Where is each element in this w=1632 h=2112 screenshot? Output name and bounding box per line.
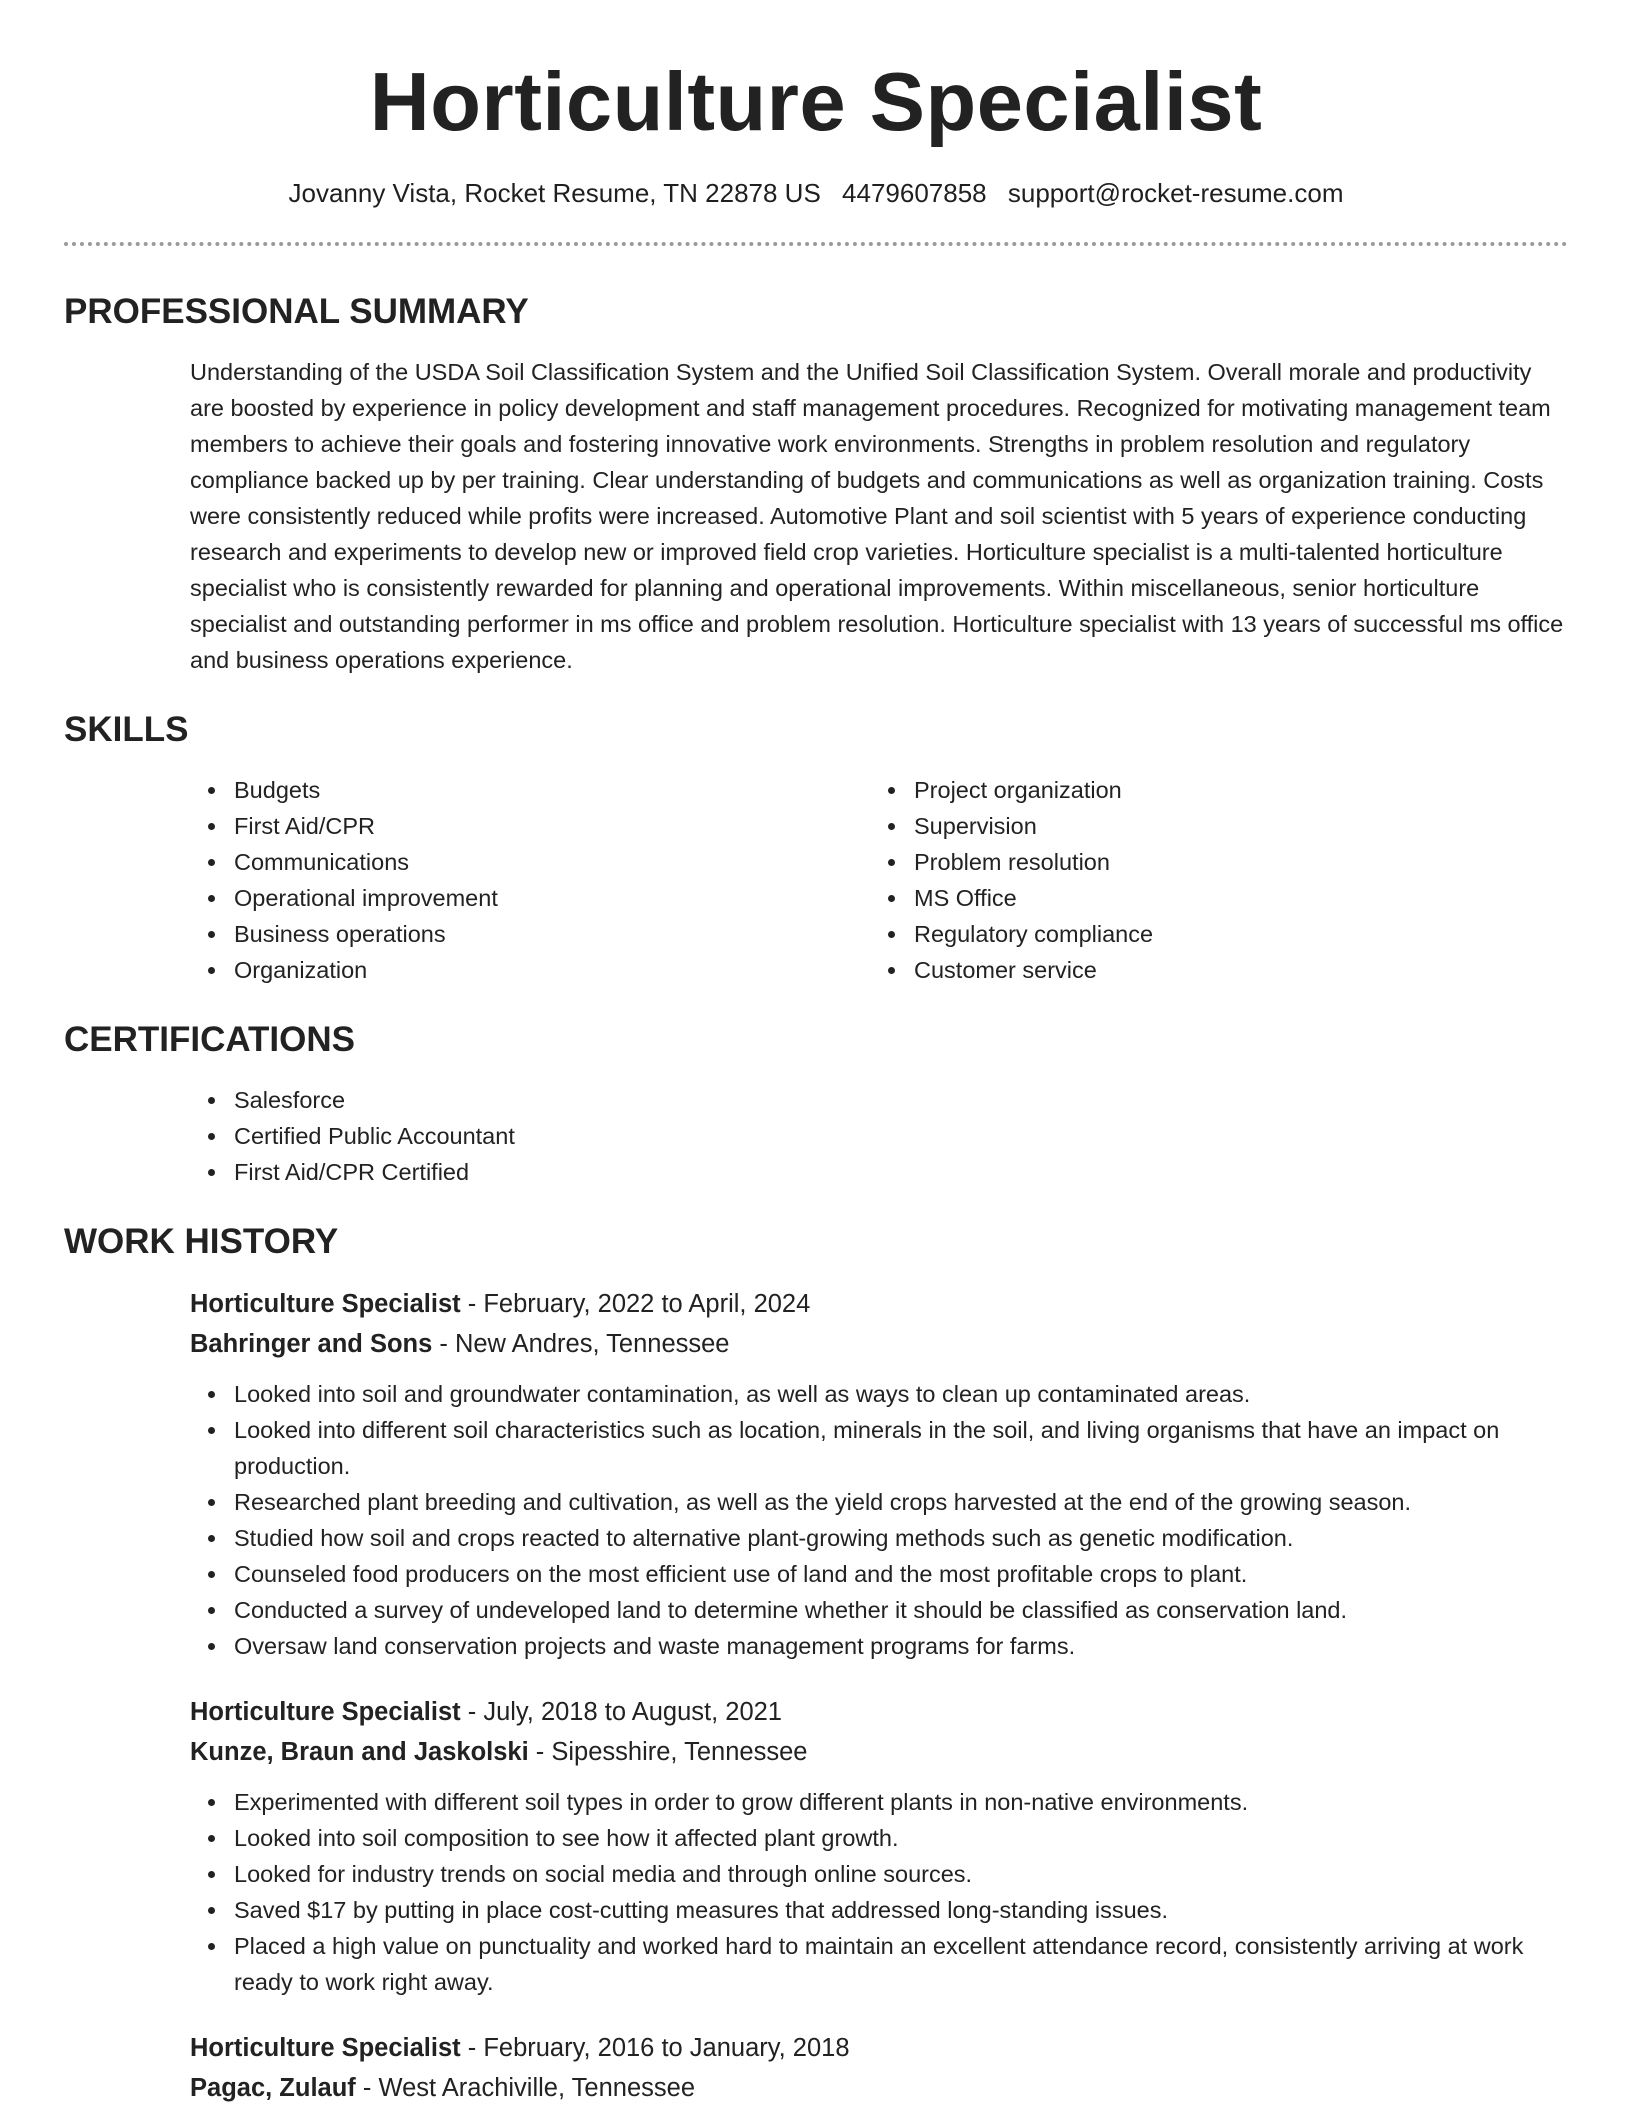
job-bullet: Looked into soil composition to see how it affected plant growth.: [234, 1820, 1568, 1856]
skill-item: Supervision: [914, 808, 1550, 844]
job-bullets: [190, 1376, 1568, 1664]
summary-heading: PROFESSIONAL SUMMARY: [64, 292, 529, 331]
skills-section: [0, 708, 1632, 988]
work-history-section: [0, 1220, 1632, 2108]
job-bullet: Looked into soil and groundwater contamination, as well as ways to clean up contaminated areas.: [234, 1376, 1568, 1412]
skill-item: Customer service: [914, 952, 1550, 988]
job-bullet: Looked for industry trends on social media and through online sources.: [234, 1856, 1568, 1892]
contact-address: Jovanny Vista, Rocket Resume, TN 22878 US: [288, 178, 821, 208]
job-dates: - July, 2018 to August, 2021: [460, 1698, 782, 1726]
job-bullet: Oversaw land conservation projects and waste management programs for farms.: [234, 1628, 1568, 1664]
job-title-line: [190, 1284, 1568, 1324]
resume-header: [0, 0, 1632, 210]
job-company: Bahringer and Sons: [190, 1330, 433, 1358]
job-bullets: [190, 1784, 1568, 2000]
job-bullet: Placed a high value on punctuality and worked hard to maintain an excellent attendance record, consistently arriving at work ready to work right away.: [234, 1928, 1568, 2000]
job-entry: [190, 1284, 1568, 1664]
job-title: Horticulture Specialist: [190, 1290, 461, 1318]
skills-heading: SKILLS: [64, 710, 189, 749]
contact-phone: 4479607858: [842, 178, 987, 208]
job-entry: [190, 1692, 1568, 2000]
certifications-section: [0, 1018, 1632, 1190]
resume-title: Horticulture Specialist: [369, 55, 1263, 148]
summary-section: [0, 290, 1632, 678]
skill-item: Communications: [234, 844, 870, 880]
skill-item: MS Office: [914, 880, 1550, 916]
job-location: - New Andres, Tennessee: [432, 1330, 730, 1358]
job-title: Horticulture Specialist: [190, 1698, 461, 1726]
skill-item: Regulatory compliance: [914, 916, 1550, 952]
job-company-line: [190, 1324, 1568, 1364]
contact-info: [0, 176, 1632, 210]
skill-item: Problem resolution: [914, 844, 1550, 880]
skill-item: Operational improvement: [234, 880, 870, 916]
job-company-line: [190, 2068, 1568, 2108]
job-location: - Sipesshire, Tennessee: [528, 1738, 808, 1766]
job-company-line: [190, 1732, 1568, 1772]
job-location: - West Arachiville, Tennessee: [355, 2074, 696, 2102]
work-history-heading: WORK HISTORY: [64, 1222, 339, 1261]
skills-column-right: [870, 772, 1550, 988]
header-divider: [64, 242, 1568, 246]
skills-list-left: [190, 772, 870, 988]
summary-text: Understanding of the USDA Soil Classification System and the Unified Soil Classification System. Overall morale and productivity are boosted by experience in policy development and staff management procedures. Recognized for motivating management team members to achieve their goals and fostering innovative work environments. Strengths in problem resolution and regulatory compliance backed up by per training. Clear understanding of budgets and communications as well as organization training. Costs were consistently reduced while profits were increased. Automotive Plant and soil scientist with 5 years of experience conducting research and experiments to develop new or improved field crop varieties. Horticulture specialist is a multi-talented horticulture specialist who is consistently rewarded for planning and operational improvements. Within miscellaneous, senior horticulture specialist and outstanding performer in ms office and problem resolution. Horticulture specialist with 13 years of successful ms office and business operations experience.: [190, 359, 1564, 673]
job-company: Kunze, Braun and Jaskolski: [190, 1738, 529, 1766]
job-bullet: Looked into different soil characteristics such as location, minerals in the soil, and living organisms that have an impact on production.: [234, 1412, 1568, 1484]
certifications-list-wrap: [190, 1082, 1568, 1190]
skill-item: Budgets: [234, 772, 870, 808]
job-company: Pagac, Zulauf: [190, 2074, 356, 2102]
job-title-line: [190, 1692, 1568, 1732]
certification-item: Certified Public Accountant: [234, 1118, 1568, 1154]
job-bullet: Studied how soil and crops reacted to alternative plant-growing methods such as genetic modification.: [234, 1520, 1568, 1556]
skill-item: First Aid/CPR: [234, 808, 870, 844]
job-bullet: Saved $17 by putting in place cost-cutting measures that addressed long-standing issues.: [234, 1892, 1568, 1928]
certifications-list: [190, 1082, 1568, 1190]
skills-list-right: [870, 772, 1550, 988]
skills-columns: [190, 772, 1568, 988]
job-bullet: Researched plant breeding and cultivation, as well as the yield crops harvested at the end of the growing season.: [234, 1484, 1568, 1520]
certification-item: Salesforce: [234, 1082, 1568, 1118]
skills-column-left: [190, 772, 870, 988]
skill-item: Project organization: [914, 772, 1550, 808]
certifications-heading: CERTIFICATIONS: [64, 1020, 356, 1059]
skill-item: Organization: [234, 952, 870, 988]
job-entry: [190, 2028, 1568, 2108]
job-dates: - February, 2016 to January, 2018: [460, 2034, 850, 2062]
job-title: Horticulture Specialist: [190, 2034, 461, 2062]
job-bullet: Experimented with different soil types in order to grow different plants in non-native environments.: [234, 1784, 1568, 1820]
contact-email: support@rocket-resume.com: [1007, 178, 1344, 208]
job-bullet: Conducted a survey of undeveloped land to determine whether it should be classified as conservation land.: [234, 1592, 1568, 1628]
job-title-line: [190, 2028, 1568, 2068]
job-bullet: Counseled food producers on the most efficient use of land and the most profitable crops to plant.: [234, 1556, 1568, 1592]
job-dates: - February, 2022 to April, 2024: [460, 1290, 811, 1318]
certification-item: First Aid/CPR Certified: [234, 1154, 1568, 1190]
skill-item: Business operations: [234, 916, 870, 952]
